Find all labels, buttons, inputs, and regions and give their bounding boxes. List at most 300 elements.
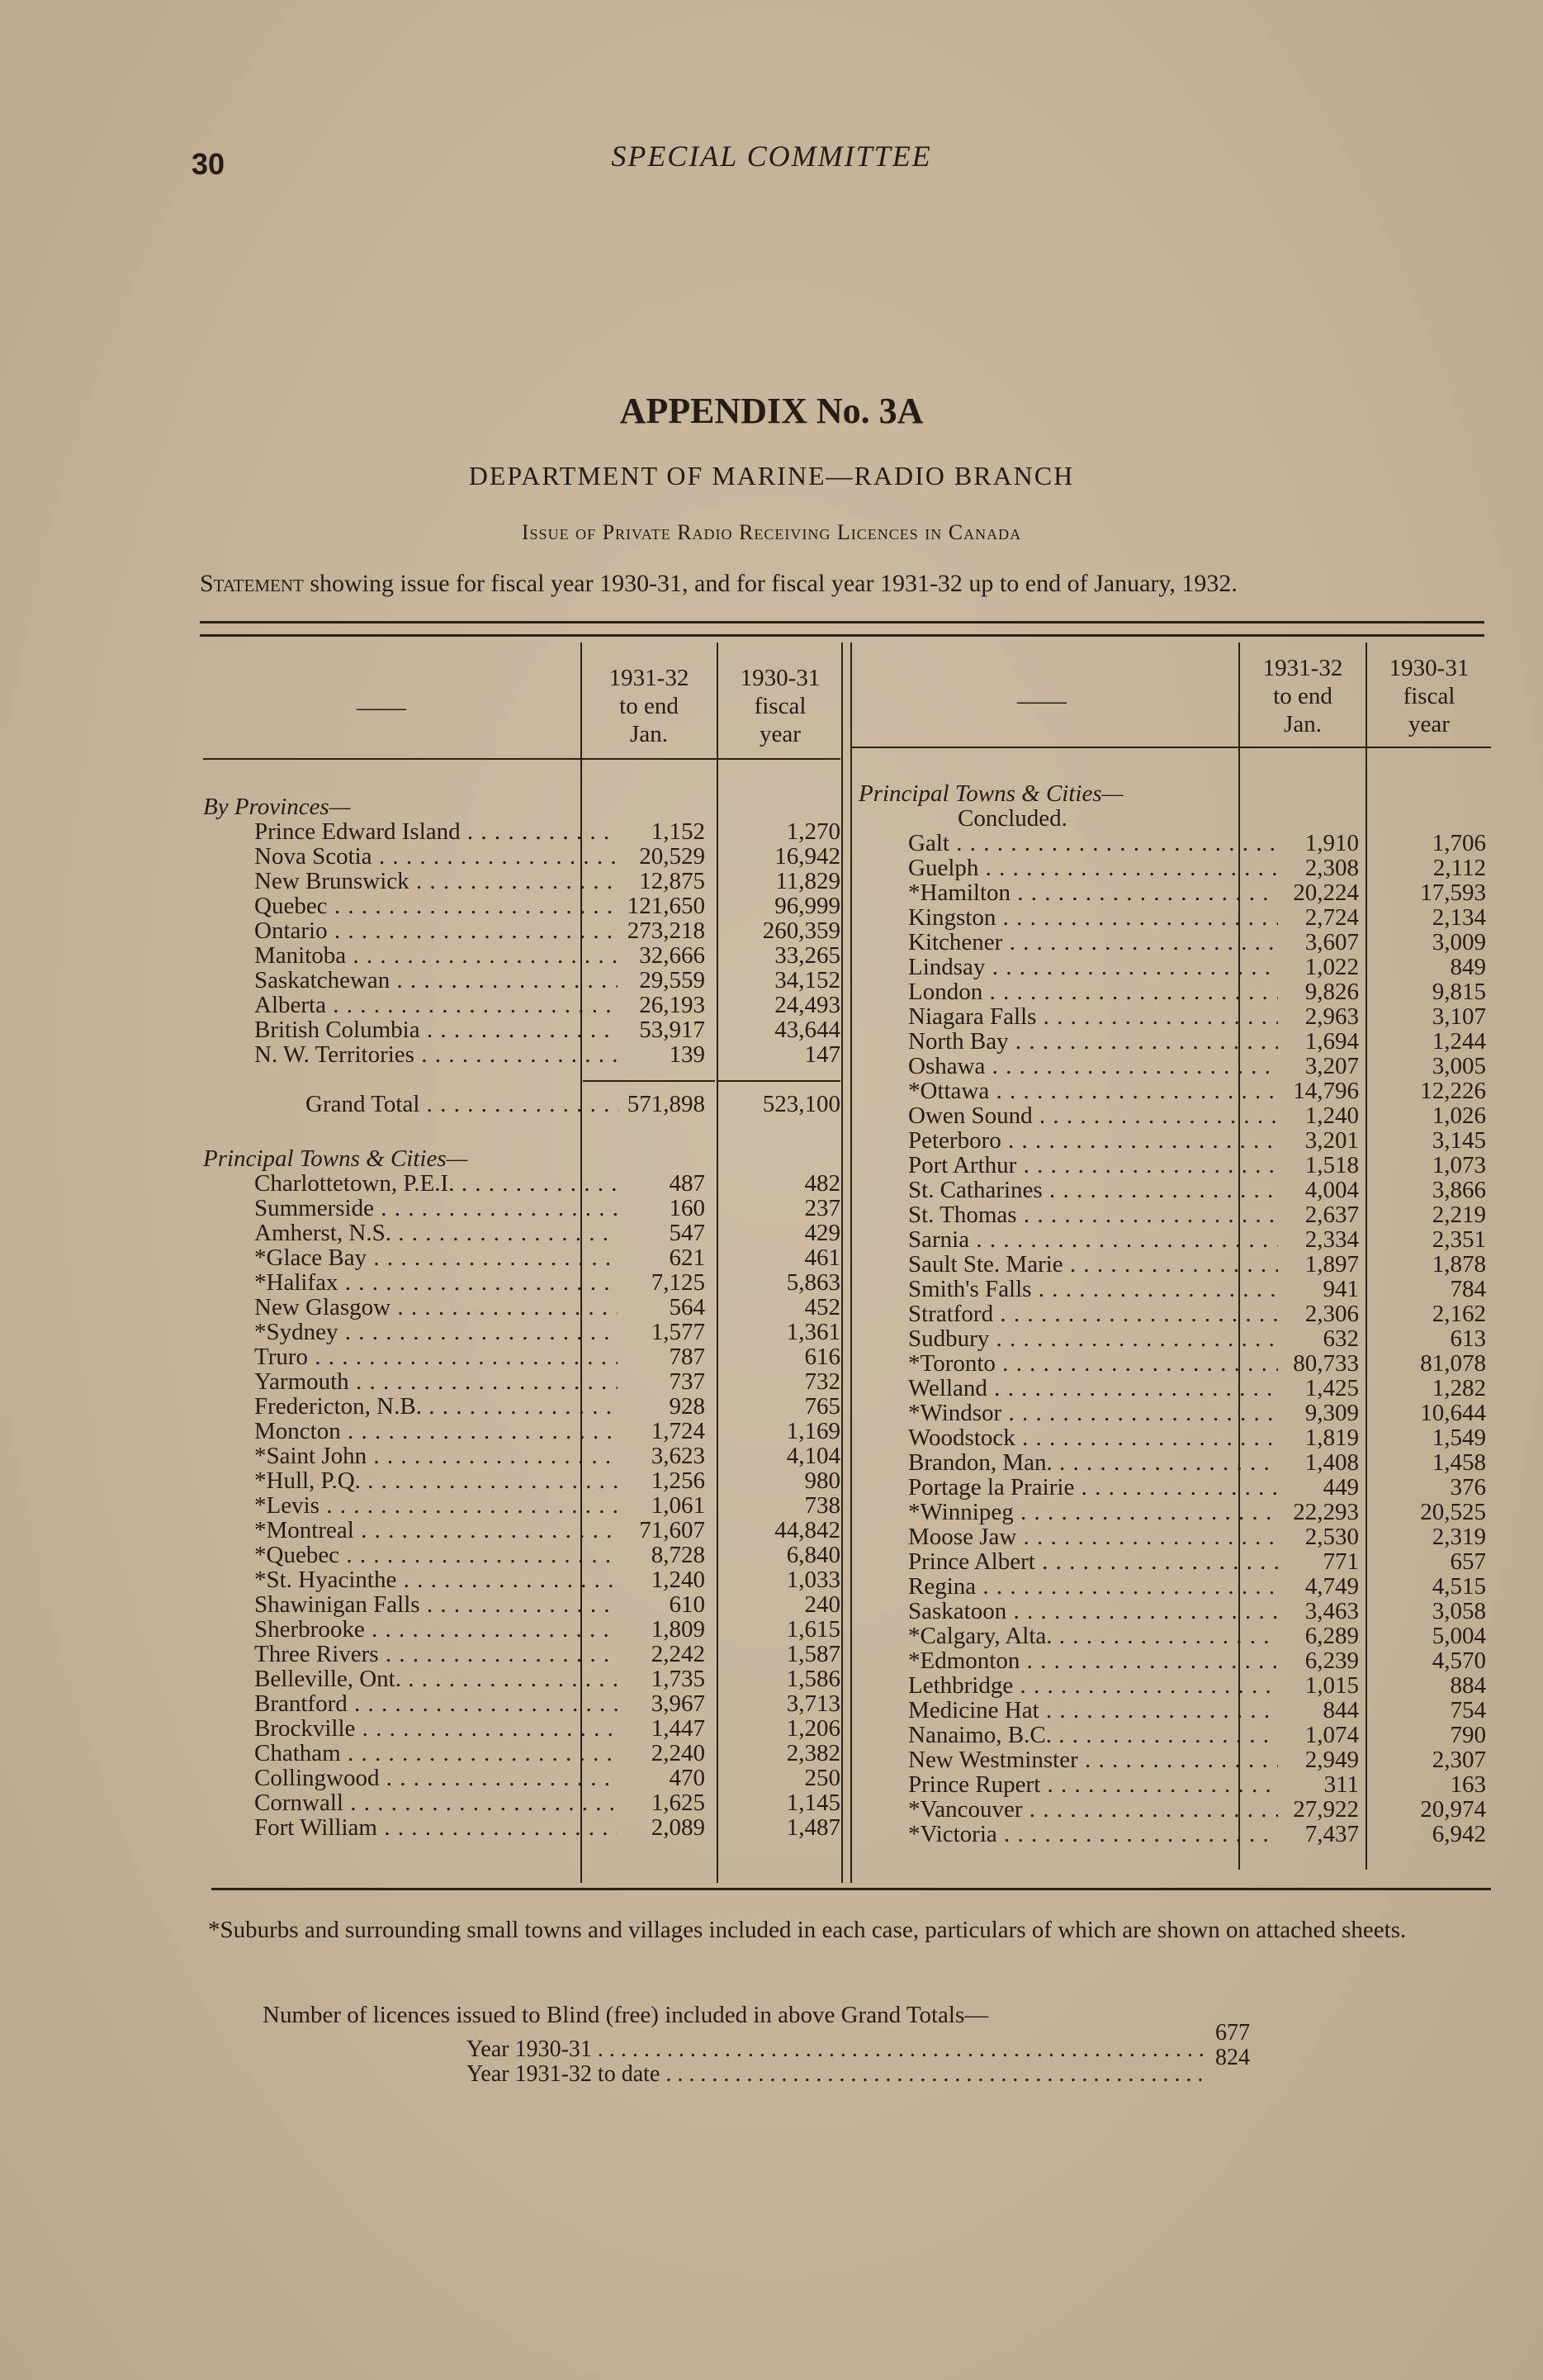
page-number: 30: [192, 147, 225, 181]
value-1930-31: 1,458: [1432, 1449, 1486, 1476]
row-label: North Bay . . .: [859, 1029, 1278, 1054]
value-1930-31: 2,219: [1432, 1202, 1486, 1228]
value-1931-32: 1,015: [1304, 1672, 1359, 1699]
row-label: *Halifax . . .: [203, 1270, 618, 1295]
row-label: Guelph . . .: [859, 856, 1278, 880]
row-label: St. Catharines . . .: [859, 1178, 1278, 1202]
row-label: *Glace Bay . . .: [203, 1245, 618, 1270]
table-row: [859, 1028, 1486, 1055]
value-1930-31: 657: [1450, 1548, 1486, 1575]
cities-heading: Principal Towns & Cities—: [203, 1146, 468, 1171]
row-label: Saskatoon . . .: [859, 1599, 1278, 1624]
blind-value-1930: 677: [1215, 2020, 1250, 2046]
subtitle: Issue of Private Radio Receiving Licences in Canada: [521, 520, 1022, 544]
table-row: [203, 967, 840, 993]
value-1930-31: 12,226: [1420, 1078, 1486, 1104]
value-1931-32: 26,193: [639, 992, 705, 1018]
table-row: [859, 830, 1486, 856]
value-1930-31: 5,004: [1432, 1623, 1486, 1649]
value-1931-32: 27,922: [1293, 1796, 1359, 1823]
value-1930-31: 613: [1450, 1325, 1486, 1352]
value-1931-32: 4,004: [1304, 1177, 1359, 1203]
value-1930-31: 16,942: [774, 843, 840, 870]
value-1930-31: 3,145: [1432, 1127, 1486, 1154]
value-1931-32: 7,125: [651, 1269, 705, 1296]
table-row: [859, 1796, 1486, 1823]
statement-text: showing issue for fiscal year 1930-31, and for fiscal year 1931-32 up to end of January, 1932.: [303, 570, 1238, 597]
subtotal-rule-1931: [583, 1080, 715, 1082]
value-1930-31: 2,307: [1432, 1747, 1486, 1773]
value-1930-31: 240: [804, 1591, 840, 1618]
table-row: [203, 1245, 840, 1271]
value-1930-31: 10,644: [1420, 1400, 1486, 1426]
row-label: *Ottawa . . .: [859, 1079, 1278, 1103]
table-row: [859, 1821, 1486, 1847]
table-row: [203, 1294, 840, 1320]
row-label: Alberta . . .: [203, 993, 618, 1017]
table-row: [203, 1641, 840, 1667]
value-1930-31: 11,829: [775, 868, 840, 894]
value-1930-31: 461: [804, 1245, 840, 1271]
row-label: Brandon, Man. . . .: [859, 1450, 1278, 1475]
table-bottom-rule: [211, 1888, 1491, 1890]
table-row: [859, 1598, 1486, 1624]
row-label: Quebec . . .: [203, 894, 618, 918]
value-1930-31: 1,549: [1432, 1425, 1486, 1451]
value-1931-32: 844: [1323, 1697, 1359, 1723]
value-1931-32: 1,735: [651, 1666, 705, 1692]
row-label: New Westminster . . .: [859, 1747, 1278, 1772]
value-1931-32: 2,949: [1304, 1747, 1359, 1773]
row-label: Belleville, Ont. . . .: [203, 1666, 618, 1691]
value-1931-32: 1,694: [1304, 1028, 1359, 1055]
value-1931-32: 1,577: [651, 1319, 705, 1345]
row-label: St. Thomas . . .: [859, 1202, 1278, 1227]
col-header-1931-right: 1931-32 to end Jan.: [1262, 655, 1343, 737]
value-1931-32: 12,875: [639, 868, 705, 894]
row-label: New Glasgow . . .: [203, 1295, 618, 1320]
subtotal-rule-1930: [718, 1080, 840, 1082]
value-1930-31: 43,644: [774, 1017, 840, 1043]
value-1930-31: 44,842: [774, 1517, 840, 1543]
value-1931-32: 1,152: [651, 818, 705, 845]
table-row: [203, 1492, 840, 1519]
value-1930-31: 4,515: [1432, 1573, 1486, 1600]
value-1930-31: 9,815: [1432, 979, 1486, 1005]
table-row: [859, 1202, 1486, 1228]
table-row: [203, 1467, 840, 1494]
value-1931-32: 311: [1323, 1771, 1359, 1798]
table-row: [859, 1251, 1486, 1278]
statement-lead: Statement: [200, 570, 304, 597]
table-row: [859, 979, 1486, 1005]
value-1931-32: 1,518: [1304, 1152, 1359, 1178]
value-1931-32: 6,239: [1304, 1648, 1359, 1674]
value-1931-32: 2,724: [1304, 904, 1359, 931]
table-row: [859, 1078, 1486, 1104]
table-row: [203, 1567, 840, 1593]
right-heading-cont: Concluded.: [958, 806, 1067, 831]
value-1930-31: 884: [1450, 1672, 1486, 1699]
table-row: [859, 1623, 1486, 1649]
row-label: *Saint John . . .: [203, 1444, 618, 1468]
row-label: Sherbrooke . . .: [203, 1617, 618, 1642]
row-label: Chatham . . .: [203, 1741, 618, 1766]
value-1931-32: 53,917: [639, 1017, 705, 1043]
value-1931-32: 1,425: [1304, 1375, 1359, 1401]
value-1930-31: 81,078: [1420, 1350, 1486, 1377]
row-label: Summerside . . .: [203, 1196, 618, 1221]
blind-label-1930: Year 1930-31 . . .: [466, 2036, 1209, 2063]
value-1931-32: 3,201: [1304, 1127, 1359, 1154]
table-row: [859, 1350, 1486, 1377]
blind-label-1931: Year 1931-32 to date . . .: [466, 2061, 1209, 2088]
value-1930-31: 147: [804, 1041, 840, 1068]
value-1931-32: 1,724: [651, 1418, 705, 1444]
value-1931-32: 3,607: [1304, 929, 1359, 955]
value-1931-32: 771: [1323, 1548, 1359, 1575]
row-label: Prince Albert . . .: [859, 1549, 1278, 1574]
value-1930-31: 1,586: [786, 1666, 840, 1692]
table-row: [203, 1790, 840, 1816]
table-row: [203, 868, 840, 894]
table-row: [203, 1715, 840, 1742]
value-1930-31: 616: [804, 1344, 840, 1370]
value-1931-32: 9,826: [1304, 979, 1359, 1005]
row-label: Manitoba . . .: [203, 943, 618, 968]
table-row: [203, 1393, 840, 1420]
value-1930-31: 33,265: [774, 942, 840, 969]
value-1931-32: 8,728: [651, 1542, 705, 1568]
value-1931-32: 1,240: [651, 1567, 705, 1593]
table-row: [203, 1368, 840, 1395]
table-row: [859, 1102, 1486, 1129]
table-row: [203, 942, 840, 969]
row-label: Portage la Prairie . . .: [859, 1475, 1278, 1500]
value-1931-32: 29,559: [639, 967, 705, 993]
value-1931-32: 2,334: [1304, 1226, 1359, 1253]
department-title: DEPARTMENT OF MARINE—RADIO BRANCH: [468, 461, 1075, 491]
value-1930-31: 3,713: [786, 1690, 840, 1717]
column-divider: [841, 642, 843, 1883]
row-label: Shawinigan Falls . . .: [203, 1592, 618, 1617]
row-label: Sault Ste. Marie . . .: [859, 1252, 1278, 1277]
row-label: Fredericton, N.B. . . .: [203, 1394, 618, 1419]
value-1930-31: 4,570: [1432, 1648, 1486, 1674]
row-label: Cornwall . . .: [203, 1790, 618, 1815]
value-1930-31: 3,866: [1432, 1177, 1486, 1203]
row-label: *Vancouver . . .: [859, 1797, 1278, 1822]
value-1931-32: 2,306: [1304, 1301, 1359, 1327]
table-row: [203, 1269, 840, 1296]
value-1930-31: 1,026: [1432, 1102, 1486, 1129]
table-row: [859, 1747, 1486, 1773]
value-1930-31: 3,009: [1432, 929, 1486, 955]
grand-total-label: Grand Total . . .: [203, 1092, 619, 1117]
value-1930-31: 784: [1450, 1276, 1486, 1302]
table-row: [203, 1344, 840, 1370]
value-1931-32: 4,749: [1304, 1573, 1359, 1600]
row-label: New Brunswick . . .: [203, 869, 618, 894]
table-row: [203, 1591, 840, 1618]
value-1931-32: 273,218: [627, 917, 705, 944]
value-1931-32: 564: [669, 1294, 705, 1320]
value-1930-31: 482: [804, 1170, 840, 1197]
table-row: [203, 1616, 840, 1643]
stub-header-left: ——: [357, 694, 406, 721]
value-1931-32: 2,240: [651, 1740, 705, 1766]
row-label: *Edmonton . . .: [859, 1648, 1278, 1673]
table-row: [203, 1517, 840, 1543]
table-row: [859, 1573, 1486, 1600]
col-header-1931-left: 1931-32 to end Jan.: [608, 665, 689, 747]
table-row: [859, 1648, 1486, 1674]
value-1931-32: 1,819: [1304, 1425, 1359, 1451]
row-label: *Windsor . . .: [859, 1401, 1278, 1425]
value-1930-31: 790: [1450, 1722, 1486, 1748]
table-row: [203, 1443, 840, 1469]
row-label: Smith's Falls . . .: [859, 1277, 1278, 1301]
row-label: Brockville . . .: [203, 1716, 618, 1741]
value-1930-31: 1,487: [786, 1814, 840, 1841]
grand-total-1930: 523,100: [762, 1091, 840, 1117]
col-header-1930-right: 1930-31 fiscal year: [1389, 655, 1470, 737]
value-1930-31: 2,134: [1432, 904, 1486, 931]
blind-value-1931: 824: [1215, 2045, 1250, 2070]
table-row: [203, 1170, 840, 1197]
value-1930-31: 163: [1450, 1771, 1486, 1798]
row-label: Niagara Falls . . .: [859, 1004, 1278, 1029]
left-column: [203, 794, 840, 1841]
row-label: *Calgary, Alta. . . .: [859, 1624, 1278, 1648]
value-1930-31: 260,359: [762, 917, 840, 944]
row-label: Moose Jaw . . .: [859, 1524, 1278, 1549]
table-row: [859, 929, 1486, 955]
table-row: [859, 1177, 1486, 1203]
row-label: *Hull, P.Q. . . .: [203, 1468, 618, 1493]
value-1930-31: 452: [804, 1294, 840, 1320]
value-1931-32: 2,242: [651, 1641, 705, 1667]
provinces-heading: By Provinces—: [203, 794, 351, 819]
table-row: [859, 1722, 1486, 1748]
value-1931-32: 470: [669, 1765, 705, 1791]
table-row: [859, 1276, 1486, 1302]
table-row: [203, 1319, 840, 1345]
value-1930-31: 24,493: [774, 992, 840, 1018]
value-1930-31: 1,587: [786, 1641, 840, 1667]
row-label: Fort William . . .: [203, 1815, 618, 1840]
table-row: [859, 1127, 1486, 1154]
row-label: *Quebec . . .: [203, 1543, 618, 1567]
row-label: Kingston . . .: [859, 905, 1278, 930]
table-row: [203, 992, 840, 1018]
value-1931-32: 1,061: [651, 1492, 705, 1519]
row-label: Yarmouth . . .: [203, 1369, 618, 1394]
value-1930-31: 96,999: [774, 893, 840, 919]
table-top-rule-2: [200, 634, 1484, 637]
table-row: [859, 904, 1486, 931]
table-row: [859, 1325, 1486, 1352]
table-row: [859, 1301, 1486, 1327]
row-label: Collingwood . . .: [203, 1766, 618, 1790]
value-1931-32: 787: [669, 1344, 705, 1370]
value-1930-31: 732: [804, 1368, 840, 1395]
column-divider: [850, 642, 852, 1883]
value-1931-32: 3,207: [1304, 1053, 1359, 1079]
table-row: [203, 1814, 840, 1841]
value-1930-31: 250: [804, 1765, 840, 1791]
row-label: Moncton . . .: [203, 1419, 618, 1444]
running-title: SPECIAL COMMITTEE: [611, 140, 932, 173]
value-1931-32: 449: [1323, 1474, 1359, 1501]
table-row: [203, 917, 840, 944]
value-1931-32: 32,666: [639, 942, 705, 969]
value-1931-32: 7,437: [1304, 1821, 1359, 1847]
value-1931-32: 1,809: [651, 1616, 705, 1643]
right-column: [859, 781, 1486, 1847]
appendix-title: APPENDIX No. 3A: [619, 391, 924, 431]
table-row: [859, 1474, 1486, 1501]
blind-row-1931: [466, 2061, 1209, 2094]
value-1930-31: 2,351: [1432, 1226, 1486, 1253]
statement: [200, 570, 1238, 598]
table-row: [859, 1003, 1486, 1030]
grand-total-1931: 571,898: [627, 1091, 705, 1117]
row-label: Stratford . . .: [859, 1301, 1278, 1326]
row-label: Nova Scotia . . .: [203, 844, 618, 869]
table-row: [203, 1690, 840, 1717]
value-1931-32: 610: [669, 1591, 705, 1618]
value-1930-31: 1,282: [1432, 1375, 1486, 1401]
value-1931-32: 547: [669, 1220, 705, 1246]
value-1931-32: 3,463: [1304, 1598, 1359, 1624]
row-label: Prince Edward Island . . .: [203, 819, 618, 844]
value-1930-31: 3,058: [1432, 1598, 1486, 1624]
value-1931-32: 14,796: [1293, 1078, 1359, 1104]
value-1931-32: 121,650: [627, 893, 705, 919]
row-label: *Hamilton . . .: [859, 880, 1278, 905]
table-row: [859, 1053, 1486, 1079]
value-1930-31: 1,615: [786, 1616, 840, 1643]
table-row: [859, 1697, 1486, 1723]
value-1931-32: 1,240: [1304, 1102, 1359, 1129]
value-1930-31: 1,206: [786, 1715, 840, 1742]
row-label: Woodstock . . .: [859, 1425, 1278, 1450]
value-1931-32: 20,224: [1293, 879, 1359, 906]
row-label: Three Rivers . . .: [203, 1642, 618, 1666]
value-1931-32: 1,408: [1304, 1449, 1359, 1476]
table-row: [859, 954, 1486, 980]
row-label: Ontario . . .: [203, 918, 618, 943]
row-label: Brantford . . .: [203, 1691, 618, 1716]
value-1931-32: 80,733: [1293, 1350, 1359, 1377]
row-label: Medicine Hat . . .: [859, 1698, 1278, 1723]
value-1931-32: 487: [669, 1170, 705, 1197]
value-1930-31: 2,319: [1432, 1524, 1486, 1550]
table-row: [859, 855, 1486, 881]
value-1931-32: 139: [669, 1041, 705, 1068]
value-1931-32: 928: [669, 1393, 705, 1420]
value-1930-31: 5,863: [786, 1269, 840, 1296]
value-1930-31: 754: [1450, 1697, 1486, 1723]
value-1930-31: 1,244: [1432, 1028, 1486, 1055]
value-1930-31: 2,382: [786, 1740, 840, 1766]
value-1931-32: 941: [1323, 1276, 1359, 1302]
table-row: [859, 1226, 1486, 1253]
value-1931-32: 22,293: [1293, 1499, 1359, 1525]
value-1930-31: 376: [1450, 1474, 1486, 1501]
value-1930-31: 765: [804, 1393, 840, 1420]
value-1931-32: 1,074: [1304, 1722, 1359, 1748]
table-row: [859, 1375, 1486, 1401]
row-label: Lindsay . . .: [859, 955, 1278, 979]
value-1931-32: 1,256: [651, 1467, 705, 1494]
row-label: British Columbia . . .: [203, 1017, 618, 1042]
row-label: Lethbridge . . .: [859, 1673, 1278, 1698]
value-1930-31: 2,162: [1432, 1301, 1486, 1327]
row-label: *Winnipeg . . .: [859, 1500, 1278, 1524]
row-label: *Levis . . .: [203, 1493, 618, 1518]
header-rule-left: [203, 758, 840, 760]
footnote: *Suburbs and surrounding small towns and villages included in each case, particulars of which are shown on attached sheets.: [208, 1917, 1407, 1943]
row-label: Nanaimo, B.C. . . .: [859, 1723, 1278, 1747]
table-row: [859, 1152, 1486, 1178]
value-1930-31: 1,878: [1432, 1251, 1486, 1278]
table-row: [203, 1041, 840, 1068]
blind-intro: Number of licences issued to Blind (free) included in above Grand Totals—: [263, 2002, 989, 2028]
value-1930-31: 1,033: [786, 1567, 840, 1593]
row-label: London . . .: [859, 979, 1278, 1004]
row-label: Kitchener . . .: [859, 930, 1278, 955]
row-label: Saskatchewan . . .: [203, 968, 618, 993]
value-1930-31: 429: [804, 1220, 840, 1246]
grand-total-row: [203, 1091, 840, 1121]
value-1930-31: 1,270: [786, 818, 840, 845]
value-1931-32: 160: [669, 1195, 705, 1221]
row-label: Port Arthur . . .: [859, 1153, 1278, 1178]
value-1931-32: 1,447: [651, 1715, 705, 1742]
table-row: [203, 893, 840, 919]
table-row: [859, 1771, 1486, 1798]
table-row: [859, 1672, 1486, 1699]
row-label: Owen Sound . . .: [859, 1103, 1278, 1128]
value-1931-32: 2,530: [1304, 1524, 1359, 1550]
table-row: [203, 843, 840, 870]
value-1931-32: 6,289: [1304, 1623, 1359, 1649]
value-1930-31: 849: [1450, 954, 1486, 980]
value-1931-32: 2,308: [1304, 855, 1359, 881]
row-label: N. W. Territories . . .: [203, 1042, 618, 1067]
header-rule-right: [852, 747, 1491, 748]
right-heading: Principal Towns & Cities—: [859, 781, 1124, 806]
row-label: Truro . . .: [203, 1344, 618, 1369]
value-1930-31: 1,145: [786, 1790, 840, 1816]
value-1931-32: 3,623: [651, 1443, 705, 1469]
value-1931-32: 2,963: [1304, 1003, 1359, 1030]
value-1930-31: 1,073: [1432, 1152, 1486, 1178]
table-row: [203, 1195, 840, 1221]
table-row: [859, 1548, 1486, 1575]
value-1931-32: 3,967: [651, 1690, 705, 1717]
table-row: [203, 1418, 840, 1444]
table-row: [859, 1524, 1486, 1550]
value-1931-32: 1,897: [1304, 1251, 1359, 1278]
table-row: [859, 879, 1486, 906]
value-1930-31: 6,942: [1432, 1821, 1486, 1847]
value-1930-31: 1,169: [786, 1418, 840, 1444]
value-1930-31: 738: [804, 1492, 840, 1519]
value-1931-32: 1,625: [651, 1790, 705, 1816]
